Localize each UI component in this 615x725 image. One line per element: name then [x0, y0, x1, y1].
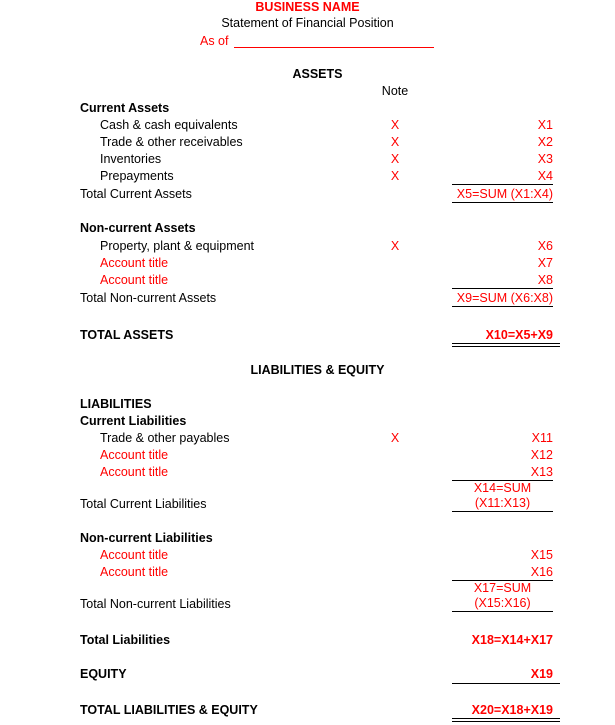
total-liabilities-equity-label: TOTAL LIABILITIES & EQUITY	[80, 703, 258, 717]
total-noncurrent-liabilities-range: (X15:X16)	[474, 596, 531, 610]
assets-heading: ASSETS	[292, 67, 343, 81]
liabilities-heading: LIABILITIES	[80, 397, 152, 411]
subtotal-rule	[452, 288, 553, 289]
account-title-placeholder: Account title	[100, 448, 169, 462]
note-ref: X	[390, 152, 400, 166]
total-rule	[452, 511, 553, 512]
total-current-assets-amount: X5=SUM (X1:X4)	[456, 187, 553, 201]
liabilities-equity-heading: LIABILITIES & EQUITY	[250, 363, 385, 377]
line-item-amount: X7	[537, 256, 553, 270]
line-item-amount: X6	[537, 239, 553, 253]
current-assets-heading: Current Assets	[80, 101, 170, 115]
line-item-amount: X4	[537, 169, 553, 183]
line-item-label: Prepayments	[100, 169, 174, 183]
noncurrent-liabilities-heading: Non-current Liabilities	[80, 531, 213, 545]
line-item-amount: X11	[531, 431, 553, 445]
total-noncurrent-liabilities-amount: X17=SUM	[473, 581, 532, 595]
double-underline	[452, 718, 560, 722]
equity-amount: X19	[530, 667, 553, 681]
account-title-placeholder: Account title	[100, 565, 169, 579]
total-current-liabilities-amount: X14=SUM	[473, 481, 532, 495]
total-liabilities-amount: X18=X14+X17	[471, 633, 553, 647]
line-item-label: Trade & other receivables	[100, 135, 243, 149]
line-item-label: Property, plant & equipment	[100, 239, 255, 253]
account-title-placeholder: Account title	[100, 548, 169, 562]
line-item-label: Cash & cash equivalents	[100, 118, 238, 132]
noncurrent-assets-heading: Non-current Assets	[80, 221, 196, 235]
total-rule	[452, 202, 553, 203]
line-item-label: Inventories	[100, 152, 162, 166]
line-item-amount: X3	[537, 152, 553, 166]
as-of-label: As of	[200, 34, 229, 48]
account-title-placeholder: Account title	[100, 465, 169, 479]
current-liabilities-heading: Current Liabilities	[80, 414, 187, 428]
line-item-label: Trade & other payables	[100, 431, 230, 445]
line-item-amount: X13	[530, 465, 553, 479]
total-current-assets-label: Total Current Assets	[80, 187, 192, 201]
total-assets-label: TOTAL ASSETS	[80, 328, 174, 342]
note-ref: X	[390, 431, 400, 445]
note-ref: X	[390, 135, 400, 149]
equity-label: EQUITY	[80, 667, 127, 681]
business-name: BUSINESS NAME	[255, 0, 360, 14]
total-liabilities-equity-amount: X20=X18+X19	[471, 703, 553, 717]
line-item-amount: X12	[530, 448, 553, 462]
line-item-amount: X8	[537, 273, 553, 287]
line-item-amount: X16	[530, 565, 553, 579]
line-item-amount: X1	[537, 118, 553, 132]
double-underline	[452, 343, 560, 347]
total-rule	[452, 306, 553, 307]
as-of-date-field[interactable]	[234, 47, 434, 48]
line-item-amount: X15	[530, 548, 553, 562]
total-rule	[452, 611, 553, 612]
statement-title: Statement of Financial Position	[221, 16, 394, 30]
total-current-liabilities-label: Total Current Liabilities	[80, 497, 207, 511]
total-noncurrent-assets-amount: X9=SUM (X6:X8)	[456, 291, 553, 305]
total-current-liabilities-range: (X11:X13)	[474, 496, 531, 510]
total-assets-amount: X10=X5+X9	[485, 328, 553, 342]
line-item-amount: X2	[537, 135, 553, 149]
note-ref: X	[390, 239, 400, 253]
subtotal-rule	[452, 184, 553, 185]
account-title-placeholder: Account title	[100, 256, 169, 270]
total-noncurrent-liabilities-label: Total Non-current Liabilities	[80, 597, 231, 611]
note-ref: X	[390, 118, 400, 132]
total-noncurrent-assets-label: Total Non-current Assets	[80, 291, 217, 305]
note-ref: X	[390, 169, 400, 183]
total-liabilities-label: Total Liabilities	[80, 633, 171, 647]
account-title-placeholder: Account title	[100, 273, 169, 287]
note-column-header: Note	[381, 84, 409, 98]
total-rule	[452, 683, 560, 684]
